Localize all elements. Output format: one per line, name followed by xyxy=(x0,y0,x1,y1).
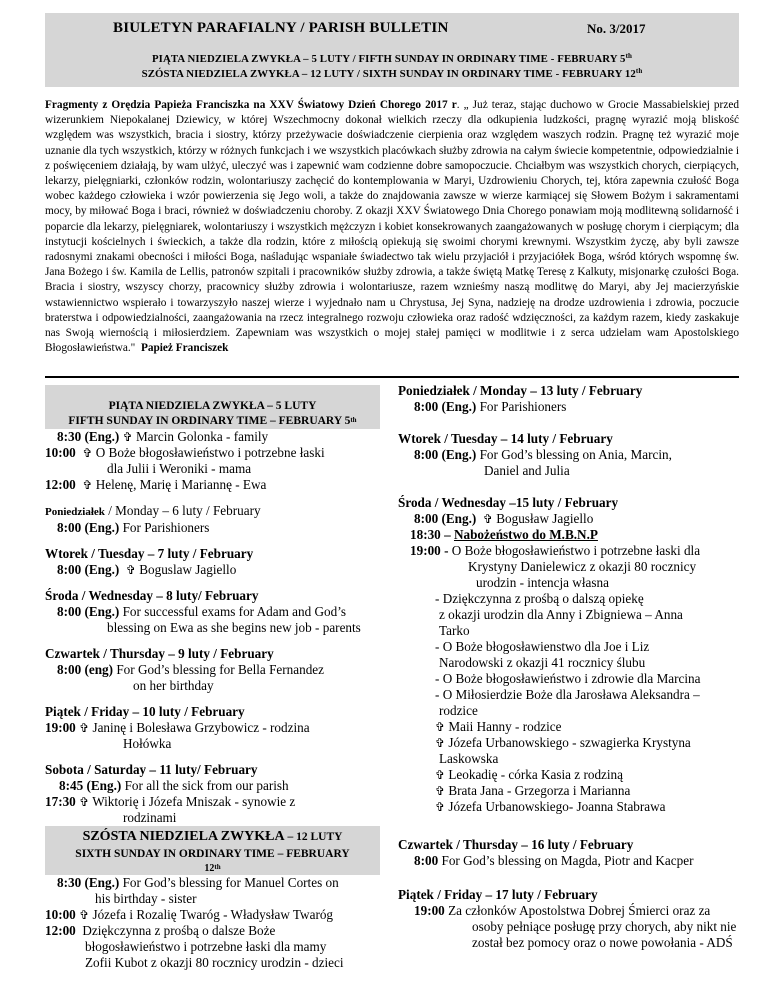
cross-icon: ✞ xyxy=(435,768,446,782)
cross-icon: ✞ xyxy=(125,563,136,577)
mass-entry: 8:00 (Eng.) ✞ Bogusław Jagiello xyxy=(414,511,594,526)
intention-line: ✞ Maii Hanny - rodzice xyxy=(435,719,562,734)
devotion-title: Nabożeństwo do M.B.N.P xyxy=(453,527,598,542)
sunday12-header-date: 12th xyxy=(45,862,380,875)
mass-entry-continued: został bez pomocy oraz o nowe powołania - ADŚ xyxy=(472,935,733,950)
cross-icon: ✞ xyxy=(435,736,446,750)
message-body: . „ Już teraz, stając duchowo w Grocie Massabielskiej przed wizerunkiem Niepokalanej Dziewicy, w której Wszechmocny dokonał wielkich rzeczy dla odkupienia ludzkości, pragnę wyrazić moją bliskość względem was wszystkich, bracia i siostry, którzy przeżywacie doświadczenie cierpienia oraz względem waszych rodzin. Pragnę też wyrazić moje uznanie dla tych wszystkich, którzy w różnych funkcjach i we wszystkich placówkach służby zdrowia na całym świecie kompetentnie, odpowiedzialnie i z poświęceniem działają, by wam ulżyć, uleczyć was i zapewnić wam codzienne dobre samopoczucie. Chciałbym was wszystkich chorych, cierpiących, lekarzy, pielęgniarki, członków rodzin, wolontariuszy zachęcić do kontemplowania w Maryi, Uzdrowieniu Chorych, tej, która zapewnia czułość Boga wobec każdego człowieka i wzór powierzenia się Jego woli, a także do znajdowania zawsze w wierze karmiącej się Słowem Bożym i sakramentami mocy, by miłować Boga i braci, również w doświadczeniu choroby. Z okazji XXV Światowego Dnia Chorego ponawiam moją modlitewną solidarność i poparcie dla lekarzy, pielęgniarek, wolontariuszy i wszystkich mężczyzn i kobiet konsekrowanych zaangażowanych w posługę chorym i cierpiącym; dla instytucji kościelnych i świeckich, a także dla rodzin, które z miłością opiekują się swoimi chorymi krewnymi. Wszystkim życzę, aby byli zawsze radosnymi znakami obecności i miłości Boga, naśladując wspaniałe świadectwo tak wielu przyjaciół i przyjaciółek Boga, wśród których wspomnę św. Jana Bożego i św. Kamila de Lellis, patronów szpitali i pracowników służby zdrowia, a także świętą Matkę Teresę z Kalkuty, misjonarkę czułości Boga. Bracia i siostry, wszyscy chorzy, pracownicy służby zdrowia i wolontariusze, razem wznieśmy naszą modlitwę do Maryi, aby Jej macierzyńskie wstawiennictwo wspierało i towarzyszyło naszej wierze i wyjednało nam u Chrystusa, Jej Syna, nadzieję na drodze uzdrowienia i zdrowia, poczucie braterstwa i odpowiedzialności, zaangażowania na rzecz integralnego rozwoju człowieka oraz radość wdzięczności, za każdym razem, kiedy zaskakuje nas Swoją wiernością i miłosierdziem. Zapewniam was wszystkich o mojej stałej pamięci w modlitwie i z serca udzielam wam Apostolskiego Błogosławieństwa." xyxy=(45,99,739,355)
day-header-saturday: Sobota / Saturday – 11 luty/ February xyxy=(45,762,258,777)
pope-message xyxy=(45,98,739,356)
intention-line: rodzice xyxy=(439,703,478,718)
mass-entry: 18:30 – Nabożeństwo do M.B.N.P xyxy=(410,527,598,542)
cross-icon: ✞ xyxy=(435,800,446,814)
intention-line: ✞ Józefa Urbanowskiego - szwagierka Krystyna xyxy=(435,735,691,750)
cross-icon: ✞ xyxy=(122,430,133,444)
day-header-monday: Poniedziałek / Monday – 13 luty / February xyxy=(398,383,643,398)
mass-entry-continued: on her birthday xyxy=(133,678,214,693)
intention-line: ✞ Leokadię - córka Kasia z rodziną xyxy=(435,767,624,782)
mass-entry: 8:00 For God’s blessing on Magda, Piotr and Kacper xyxy=(414,853,694,868)
mass-entry: 8:45 (Eng.) For all the sick from our parish xyxy=(59,778,289,793)
day-header-thursday: Czwartek / Thursday – 16 luty / February xyxy=(398,837,634,852)
day-header-wednesday: Środa / Wednesday – 8 luty/ February xyxy=(45,588,259,603)
cross-icon: ✞ xyxy=(79,795,90,809)
day-header-thursday: Czwartek / Thursday – 9 luty / February xyxy=(45,646,274,661)
mass-entry: 10:00 ✞ O Boże błogosławieństwo i potrzebne łaski xyxy=(45,445,325,460)
cross-icon: ✞ xyxy=(79,908,90,922)
bulletin-title: BIULETYN PARAFIALNY / PARISH BULLETIN xyxy=(113,20,449,36)
mass-entry: 19:00 - O Boże błogosławieństwo i potrzebne łaski dla xyxy=(410,543,701,558)
sunday5-header-en: FIFTH SUNDAY IN ORDINARY TIME – FEBRUARY 5th xyxy=(45,413,380,429)
sunday-subtitle-1: PIĄTA NIEDZIELA ZWYKŁA – 5 LUTY / FIFTH SUNDAY IN ORDINARY TIME - FEBRUARY 5th xyxy=(151,52,632,65)
mass-entry-continued: rodzinami xyxy=(123,810,177,825)
mass-entry: 8:00 (Eng.) For Parishioners xyxy=(414,399,567,414)
mass-entry-continued: blessing on Ewa as she begins new job - parents xyxy=(107,620,361,635)
mass-entry: 8:00 (eng) For God’s blessing for Bella Fernandez xyxy=(57,662,325,677)
cross-icon: ✞ xyxy=(82,478,93,492)
mass-entry: 19:00 ✞ Janinę i Bolesława Grzybowicz - rodzina xyxy=(45,720,310,735)
mass-entry: 8:00 (Eng.) For God’s blessing on Ania, Marcin, xyxy=(414,447,672,462)
mass-entry: 12:00 Dziękczynna z prośbą o dalsze Boże xyxy=(45,923,276,938)
sunday12-header-pl: SZÓSTA NIEDZIELA ZWYKŁA – 12 LUTY xyxy=(45,826,380,846)
intention-line: - Dziękczynna z prośbą o dalszą opiekę xyxy=(435,591,644,606)
cross-icon: ✞ xyxy=(482,512,493,526)
schedule-right-column xyxy=(398,383,739,951)
cross-icon: ✞ xyxy=(435,784,446,798)
mass-entry: 17:30 ✞ Wiktorię i Józefa Mniszak - synowie z xyxy=(45,794,296,809)
mass-entry-continued: Zofii Kubot z okazji 80 rocznicy urodzin - dzieci xyxy=(85,955,344,970)
cross-icon: ✞ xyxy=(435,720,446,734)
mass-entry-continued: Hołówka xyxy=(123,736,172,751)
mass-entry-continued: urodzin - intencja własna xyxy=(476,575,609,590)
section-divider xyxy=(45,376,739,378)
sunday5-header-pl: PIĄTA NIEDZIELA ZWYKŁA – 5 LUTY xyxy=(45,385,380,413)
mass-entry: 8:00 (Eng.) For Parishioners xyxy=(57,520,210,535)
day-header-tuesday: Wtorek / Tuesday – 7 luty / February xyxy=(45,546,254,561)
intention-line: Narodowski z okazji 41 rocznicy ślubu xyxy=(439,655,646,670)
message-lead: Fragmenty z Orędzia Papieża Franciszka na XXV Światowy Dzień Chorego 2017 r xyxy=(45,99,457,111)
intention-line: - O Miłosierdzie Boże dla Jarosława Aleksandra – xyxy=(435,687,700,702)
bulletin-page xyxy=(45,13,739,970)
sunday-subtitle-2: SZÓSTA NIEDZIELA ZWYKŁA – 12 LUTY / SIXTH SUNDAY IN ORDINARY TIME - FEBRUARY 12th xyxy=(141,67,643,80)
mass-entry: 12:00 ✞ Helenę, Marię i Mariannę - Ewa xyxy=(45,477,267,492)
mass-entry: 8:00 (Eng.) ✞ Boguslaw Jagiello xyxy=(57,562,237,577)
sunday12-header-en: SIXTH SUNDAY IN ORDINARY TIME – FEBRUARY xyxy=(45,846,380,862)
day-header-wednesday: Środa / Wednesday –15 luty / February xyxy=(398,495,619,510)
mass-entry-continued: błogosławieństwo i potrzebne łaski dla mamy xyxy=(85,939,327,954)
mass-entry-continued: osoby pełniące posługę przy chorych, aby nikt nie xyxy=(472,919,737,934)
intention-line: Tarko xyxy=(439,623,470,638)
masthead xyxy=(45,13,739,87)
message-signature: Papież Franciszek xyxy=(140,342,229,355)
intention-line: z okazji urodzin dla Anny i Zbigniewa – Anna xyxy=(439,607,683,622)
intention-line: Laskowska xyxy=(439,751,499,766)
mass-entry: 8:00 (Eng.) For successful exams for Adam and God’s xyxy=(57,604,346,619)
intention-line: ✞ Brata Jana - Grzegorza i Marianna xyxy=(435,783,631,798)
day-header-friday: Piątek / Friday – 10 luty / February xyxy=(45,704,245,719)
schedule-left-column xyxy=(45,385,380,971)
day-header-monday: Poniedziałek / Monday – 6 luty / February xyxy=(45,503,261,518)
mass-entry: 19:00 Za członków Apostolstwa Dobrej Śmierci oraz za xyxy=(414,903,711,918)
mass-entry: 8:30 (Eng.) For God’s blessing for Manuel Cortes on xyxy=(57,875,339,890)
mass-entry-continued: Krystyny Danielewicz z okazji 80 rocznicy xyxy=(468,559,697,574)
intention-line: - O Boże błogosławieństwo i zdrowie dla Marcina xyxy=(435,671,701,686)
mass-entry-continued: Daniel and Julia xyxy=(484,463,570,478)
mass-entry-continued: his birthday - sister xyxy=(95,891,197,906)
issue-number: No. 3/2017 xyxy=(587,21,646,36)
mass-entry-continued: dla Julii i Weroniki - mama xyxy=(107,461,252,476)
cross-icon: ✞ xyxy=(82,446,93,460)
day-header-friday: Piątek / Friday – 17 luty / February xyxy=(398,887,598,902)
cross-icon: ✞ xyxy=(79,721,90,735)
intention-line: ✞ Józefa Urbanowskiego- Joanna Stabrawa xyxy=(435,799,666,814)
mass-entry: 8:30 (Eng.) ✞ Marcin Golonka - family xyxy=(57,429,269,444)
mass-entry: 10:00 ✞ Józefa i Rozalię Twaróg - Władysław Twaróg xyxy=(45,907,334,922)
intention-line: - O Boże błogosławienstwo dla Joe i Liz xyxy=(435,639,650,654)
day-header-tuesday: Wtorek / Tuesday – 14 luty / February xyxy=(398,431,613,446)
